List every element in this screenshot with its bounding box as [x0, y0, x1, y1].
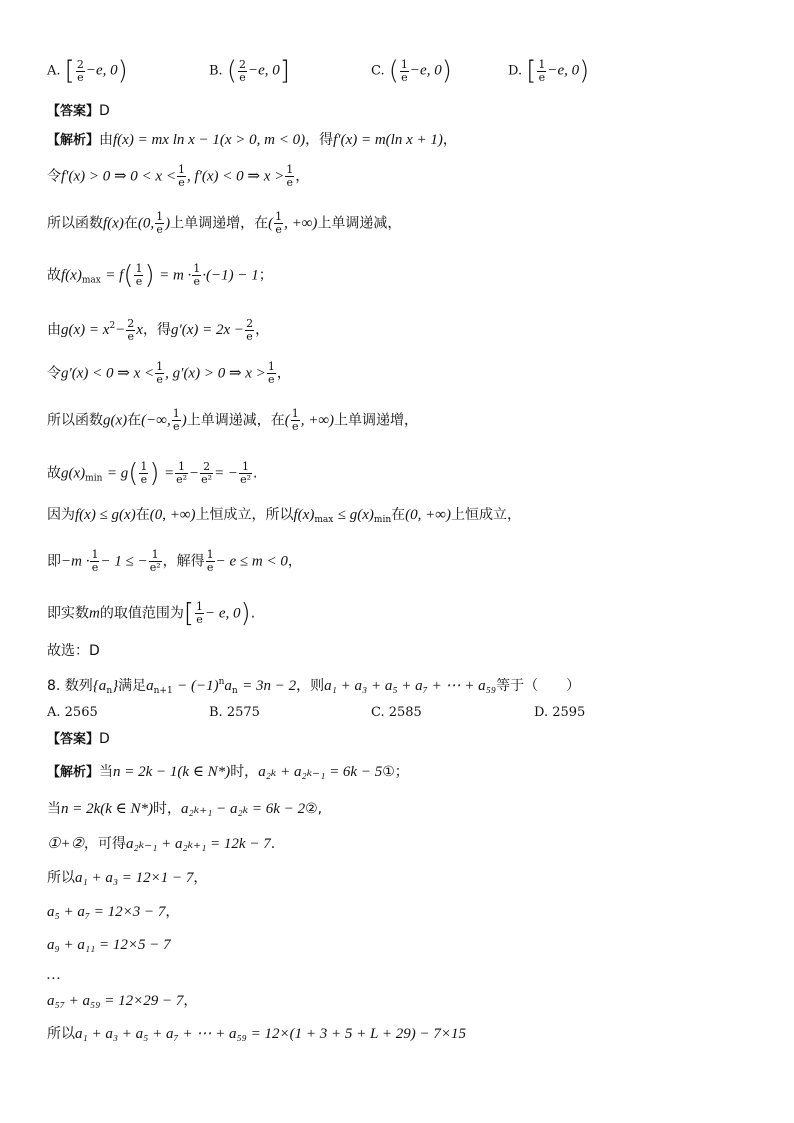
q8-step-1: 【解析】当n = 2k − 1(k ∈ N*)时，a₂ₖ + a₂ₖ₋₁ = 6k − 5①； — [47, 764, 409, 780]
q7-step-10: 即−m · $\frac{1}{e}$ − 1 ≤ − $\frac{1}{\text{e²}}$ ，解得 $\frac{1}{e}$ − e ≤ m < 0， — [47, 548, 302, 574]
q7-step-11: 即实数m的取值范围为[ $\frac{1}{e}$ − e, 0). — [47, 598, 256, 629]
q8-question: 8. 数列$\{a_n\}$满足$a_{n+1} - (-1)^na_n = 3n - 2$，则a₁ + a₃ + a₅ + a₇ + ⋯ + a₅₉等于（ ） — [47, 677, 581, 696]
q7-step-5: 由$g(x) = x^2-$ $\frac{2}{e}$ x，得g′(x) = 2x − $\frac{2}{e}$ ， — [47, 316, 270, 343]
q7-step-3: 所以函数f(x)在(0, $\frac{1}{e}$ )上单调递增，在( $\frac{1}{e}$ , +∞)上单调递减， — [47, 210, 402, 236]
q8-step-3: ①+②，可得a₂ₖ₋₁ + a₂ₖ₊₁ = 12k − 7. — [47, 836, 276, 852]
q8-step-7: a₅₇ + a₅₉ = 12×29 − 7， — [47, 993, 198, 1009]
option-a: A. [ $\frac{2}{e}$ −e, 0) — [47, 56, 128, 86]
q7-step-7: 所以函数g(x)在(−∞, $\frac{1}{e}$ )上单调递减，在( $\frac{1}{e}$ , +∞)上单调递增， — [47, 407, 419, 433]
q8-option-b: B. 2575 — [209, 705, 260, 720]
option-b: B. ( $\frac{2}{e}$ −e, 0] — [209, 56, 290, 86]
q8-ellipsis: … — [47, 967, 61, 983]
q7-answer: 【答案】D — [47, 103, 110, 119]
q8-option-d: D. 2595 — [534, 705, 586, 720]
q8-option-a: A. 2565 — [47, 705, 98, 720]
q8-answer: 【答案】D — [47, 731, 110, 747]
q8-step-5: a₅ + a₇ = 12×3 − 7， — [47, 904, 180, 920]
q7-final: 故选：D — [47, 643, 100, 659]
q7-step-8: 故$g(x)_{min} = g$( $\frac{1}{e}$ ) = $\frac{1}{\text{e²}}$ − $\frac{2}{\text{e²}}$ = − $\frac{1}{\text{e²}}$ . — [47, 458, 258, 489]
option-d: D. [ $\frac{1}{e}$ −e, 0) — [508, 56, 590, 86]
q7-step-2: 令f′(x) > 0 ⇒ 0 < x < $\frac{1}{e}$ , f′(x) < 0 ⇒ x > $\frac{1}{e}$ ， — [47, 163, 310, 189]
q7-step-4: 故$f(x)_{max} = f$( $\frac{1}{e}$ ) = m · $\frac{1}{e}$ ·(−1) − 1； — [47, 260, 273, 291]
q8-step-4: 所以a₁ + a₃ = 12×1 − 7， — [47, 870, 208, 886]
q8-step-2: 当n = 2k(k ∈ N*)时，a₂ₖ₊₁ − a₂ₖ = 6k − 2②, — [47, 801, 323, 817]
q7-step-1: 【解析】由f(x) = mx ln x − 1(x > 0, m < 0)，得f′(x) = m(ln x + 1)， — [47, 132, 457, 148]
q7-step-9: 因为f(x) ≤ g(x)在(0, +∞)上恒成立，所以$f(x)_{max} \le g(x)_{min}$在(0, +∞)上恒成立， — [47, 507, 521, 525]
q8-step-6: a₉ + a₁₁ = 12×5 − 7 — [47, 937, 171, 953]
option-c: C. ( $\frac{1}{e}$ −e, 0) — [371, 56, 452, 86]
q8-option-c: C. 2585 — [371, 705, 422, 720]
q7-step-6: 令g′(x) < 0 ⇒ x < $\frac{1}{e}$ , g′(x) > 0 ⇒ x > $\frac{1}{e}$ ， — [47, 360, 291, 386]
q8-step-8: 所以a₁ + a₃ + a₅ + a₇ + ⋯ + a₅₉ = 12×(1 + 3 + 5 + L + 29) − 7×15 — [47, 1026, 466, 1042]
